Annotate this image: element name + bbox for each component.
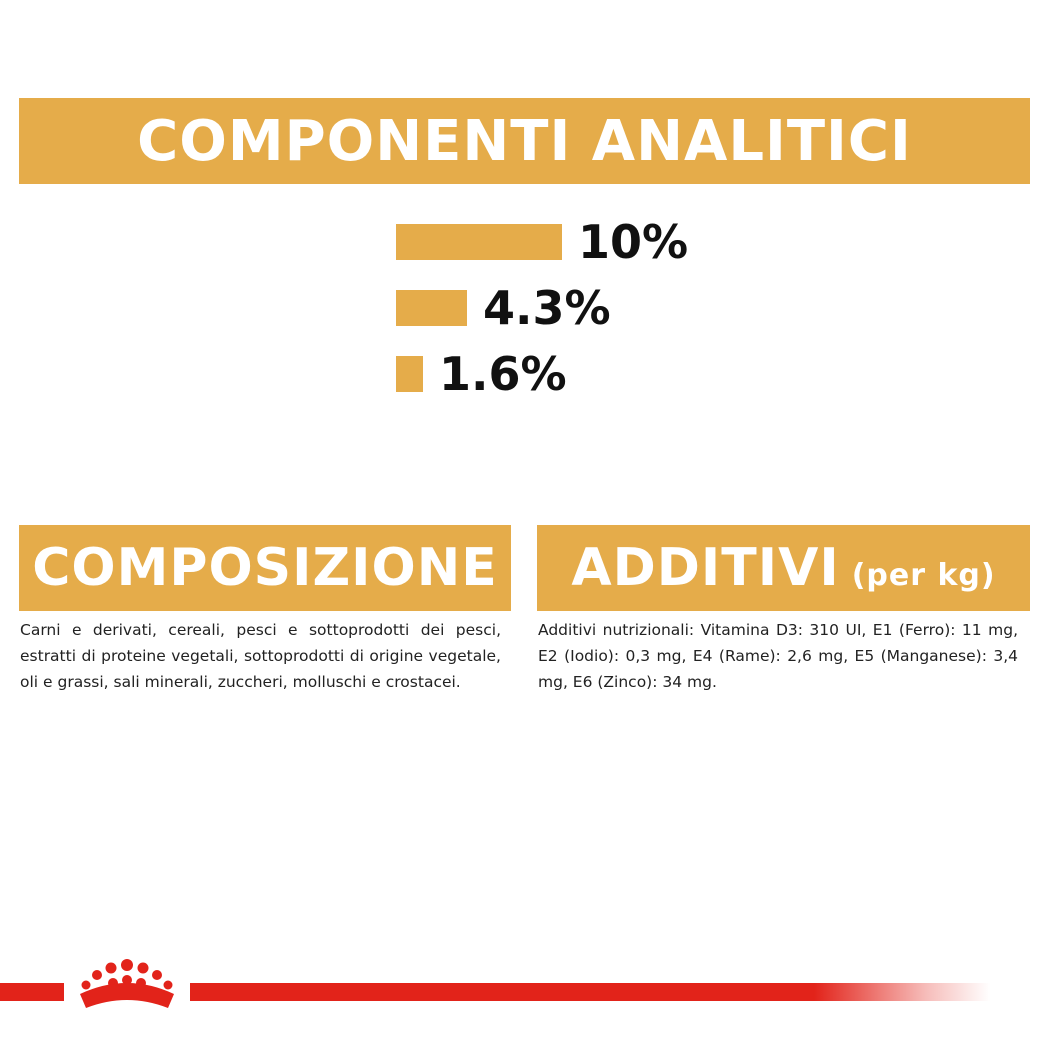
royal-canin-crown-icon <box>66 958 188 1016</box>
analytic-title: COMPONENTI ANALITICI <box>137 108 912 174</box>
composition-title: COMPOSIZIONE <box>32 538 498 598</box>
additives-subtitle: (per kg) <box>851 557 996 593</box>
composition-banner <box>19 525 511 611</box>
footer-line-right <box>190 983 990 1001</box>
analytic-value: 10% <box>578 215 689 269</box>
footer-line-left <box>0 983 64 1001</box>
composition-text: Carni e derivati, cereali, pesci e sottoprodotti dei pesci, estratti di proteine vegetali, sottoprodotti di origine vegetale, oli e grassi, sali minerali, zuccheri, molluschi e crostacei. <box>20 621 501 691</box>
analytic-value: 1.6% <box>439 347 567 401</box>
analytic-banner <box>19 98 1030 184</box>
analytic-bar <box>396 356 423 392</box>
additives-title: ADDITIVI <box>571 538 840 598</box>
additives-banner <box>537 525 1030 611</box>
analytic-value: 4.3% <box>483 281 611 335</box>
analytic-bar <box>396 224 562 260</box>
additives-text: Additivi nutrizionali: Vitamina D3: 310 UI, E1 (Ferro): 11 mg, E2 (Iodio): 0,3 mg, E4 (Rame): 2,6 mg, E5 (Manganese): 3,4 mg, E6 (Zinco): 34 mg. <box>538 621 1018 691</box>
analytic-bar <box>396 290 467 326</box>
